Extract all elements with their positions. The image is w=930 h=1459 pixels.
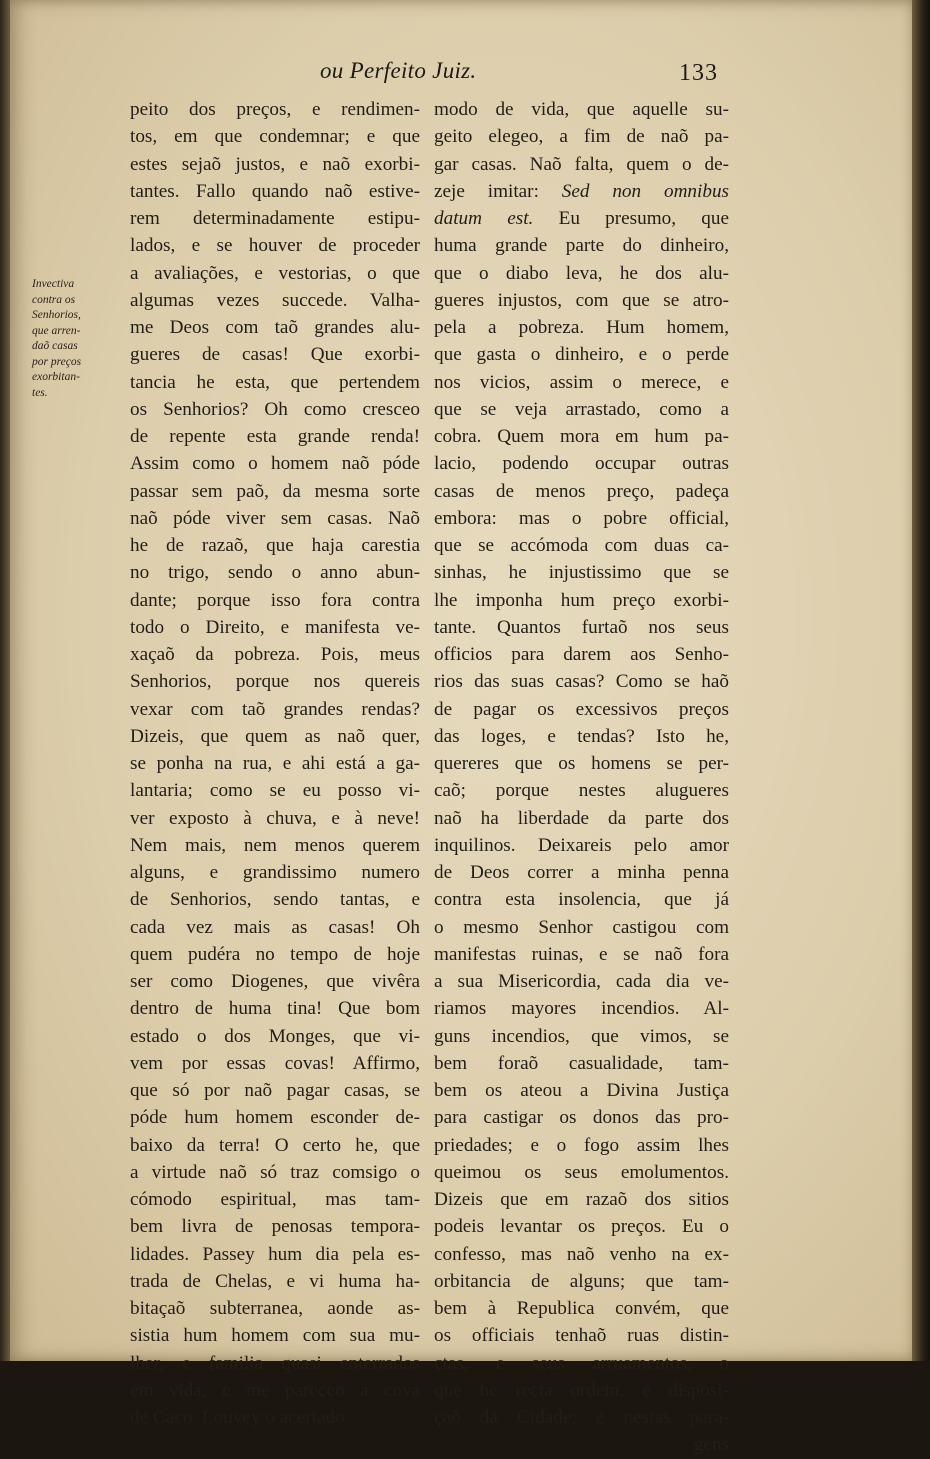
marginal-note bbox=[32, 277, 132, 401]
text-line: Assim como o homem naõ póde bbox=[130, 453, 420, 475]
text-line: que se veja arrastado, como a bbox=[434, 398, 729, 420]
text-line: quem pudéra no tempo de hoje bbox=[130, 943, 420, 965]
page-number: 133 bbox=[679, 60, 718, 86]
right-page-edge bbox=[912, 0, 930, 1361]
text-line: riamos mayores incendios. Al- bbox=[434, 998, 729, 1020]
text-line: rios das suas casas? Como se haõ bbox=[434, 671, 729, 693]
text-line: todo o Direito, e manifesta ve- bbox=[130, 616, 420, 638]
text-line: tancia he esta, que pertendem bbox=[130, 371, 420, 393]
text-line: lhe imponha hum preço exorbi- bbox=[434, 589, 729, 611]
text-line: que he recta ordem, e disposi- bbox=[434, 1379, 729, 1401]
text-line: peito dos preços, e rendimen- bbox=[130, 99, 420, 120]
marginal-note-line: que arren- bbox=[32, 324, 81, 337]
text-line: tante. Quantos furtaõ nos seus bbox=[434, 616, 729, 638]
marginal-note-line: contra os bbox=[32, 293, 76, 306]
text-line: de Senhorios, sendo tantas, e bbox=[130, 889, 420, 911]
marginal-note-line: daõ casas bbox=[32, 340, 78, 352]
text-line: datum est. Eu presumo, que bbox=[434, 208, 729, 229]
text-line: bem foraõ casualidade, tam- bbox=[434, 1052, 729, 1074]
text-line: passar sem paõ, da mesma sorte bbox=[130, 480, 420, 502]
left-text-column bbox=[130, 96, 420, 1431]
book-page bbox=[10, 0, 915, 1456]
text-line: algumas vezes succede. Valha- bbox=[130, 289, 420, 311]
text-line: huma grande parte do dinheiro, bbox=[434, 235, 729, 257]
text-line: lacio, podendo occupar outras bbox=[434, 453, 729, 475]
marginal-note-line: Senhorios, bbox=[32, 309, 81, 321]
text-line: lantaria; como se eu posso vi- bbox=[130, 780, 420, 802]
marginal-note-line: por preços bbox=[32, 355, 82, 368]
text-line: a virtude naõ só traz comsigo o bbox=[130, 1161, 420, 1183]
text-line: bem à Republica convém, que bbox=[434, 1298, 729, 1319]
text-line: Dizeis que em razaõ dos sitios bbox=[434, 1189, 729, 1210]
text-line: dante; porque isso fora contra bbox=[130, 589, 420, 611]
text-line: de pagar os excessivos preços bbox=[434, 698, 729, 720]
text-line: bitaçaõ subterranea, aonde as- bbox=[130, 1298, 420, 1319]
text-line: no trigo, sendo o anno abun- bbox=[130, 562, 420, 584]
text-line: a sua Misericordia, cada dia ve- bbox=[434, 971, 729, 992]
text-line: Senhorios, porque nos quereis bbox=[130, 671, 420, 693]
text-line: rem determinadamente estipu- bbox=[130, 208, 420, 229]
text-line: xaçaõ da pobreza. Pois, meus bbox=[130, 644, 420, 665]
text-line: baixo da terra! O certo he, que bbox=[130, 1134, 420, 1156]
text-line: trada de Chelas, e vi huma ha- bbox=[130, 1270, 420, 1292]
text-line: orbitancia de alguns; que tam- bbox=[434, 1270, 729, 1292]
text-line: sistia hum homem com sua mu- bbox=[130, 1325, 420, 1347]
text-line: dentro de huma tina! Que bom bbox=[130, 998, 420, 1020]
latin-phrase: Sed non omnibus bbox=[561, 180, 729, 202]
text-line: manifestas ruinas, e se naõ fora bbox=[434, 943, 729, 965]
text-line: embora: mas o pobre official, bbox=[434, 507, 729, 529]
text-line: he de razaõ, que haja carestia bbox=[130, 535, 420, 556]
text-line: de Caco. Louvey o acertado bbox=[130, 1407, 345, 1428]
text-line: pela a pobreza. Hum homem, bbox=[434, 317, 729, 338]
marginal-note-line: tes. bbox=[32, 386, 48, 399]
text-line: naõ ha liberdade da parte dos bbox=[434, 807, 729, 829]
text-line: para castigar os donos das pro- bbox=[434, 1107, 729, 1129]
text-line: vexar com taõ grandes rendas? bbox=[130, 698, 420, 720]
text-line: nos vicios, assim o merece, e bbox=[434, 371, 729, 393]
text-line: sinhas, he injustissimo que se bbox=[434, 562, 729, 584]
text-line: tantes. Fallo quando naõ estive- bbox=[130, 180, 420, 202]
text-line: alguns, e grandissimo numero bbox=[130, 862, 420, 883]
text-line: que o diabo leva, he dos alu- bbox=[434, 262, 729, 284]
text-line: inquilinos. Deixareis pelo amor bbox=[434, 834, 729, 856]
running-head: ou Perfeito Juiz. bbox=[320, 58, 477, 83]
text-line: Dizeis, que quem as naõ quer, bbox=[130, 725, 420, 747]
text-line: lidades. Passey hum dia pela es- bbox=[130, 1243, 420, 1265]
marginal-note-line: Invectiva bbox=[32, 278, 75, 290]
catchword: gens bbox=[693, 1434, 729, 1456]
text-line: tos, em que condemnar; e que bbox=[130, 126, 420, 148]
text-line: casas de menos preço, padeça bbox=[434, 480, 729, 502]
text-line: gar casas. Naõ falta, quem o de- bbox=[434, 153, 729, 175]
text-line: gueres de casas! Que exorbi- bbox=[130, 344, 420, 366]
text-line: os officiais tenhaõ ruas distin- bbox=[434, 1325, 729, 1347]
marginal-note-line: exorbitan- bbox=[32, 371, 80, 383]
text-line: bem os ateou a Divina Justiça bbox=[434, 1080, 729, 1101]
text-line: estado o dos Monges, que vi- bbox=[130, 1025, 420, 1047]
text-line: que gasta o dinheiro, e o perde bbox=[434, 344, 729, 366]
text-line: das loges, e tendas? Isto he, bbox=[434, 725, 729, 747]
text-line: póde hum homem esconder de- bbox=[130, 1107, 420, 1129]
text-line: cómodo espiritual, mas tam- bbox=[130, 1189, 420, 1210]
text-line: me Deos com taõ grandes alu- bbox=[130, 317, 420, 338]
text-line: gueres injustos, com que se atro- bbox=[434, 289, 729, 311]
text-line: vem por essas covas! Affirmo, bbox=[130, 1052, 420, 1074]
text-line: officios para darem aos Senho- bbox=[434, 644, 729, 665]
latin-phrase: datum est. bbox=[434, 208, 534, 229]
text-line: de Deos correr a minha penna bbox=[434, 862, 729, 883]
text-line: ver exposto à chuva, e à neve! bbox=[130, 807, 420, 829]
text-line: zeje imitar: Sed non omnibus bbox=[434, 180, 729, 202]
text-line: Nem mais, nem menos querem bbox=[130, 834, 420, 856]
text-line: geito elegeo, a fim de naõ pa- bbox=[434, 126, 729, 148]
text-line: que só por naõ pagar casas, se bbox=[130, 1080, 420, 1101]
text-line: lher, e familia quasi enterrados bbox=[130, 1352, 420, 1374]
text-line: que se accómoda com duas ca- bbox=[434, 535, 729, 556]
text-line: o mesmo Senhor castigou com bbox=[434, 916, 729, 938]
text-line: contra esta insolencia, que já bbox=[434, 889, 729, 911]
text-line: modo de vida, que aquelle su- bbox=[434, 99, 729, 120]
text-line: estes sejaõ justos, e naõ exorbi- bbox=[130, 153, 420, 175]
text-line: os Senhorios? Oh como cresceo bbox=[130, 398, 420, 420]
text-line: priedades; e o fogo assim lhes bbox=[434, 1134, 729, 1156]
text-line: guns incendios, que vimos, se bbox=[434, 1025, 729, 1047]
text-line: lados, e se houver de proceder bbox=[130, 235, 420, 257]
text-line: confesso, mas naõ venho na ex- bbox=[434, 1243, 729, 1265]
text-line: ser como Diogenes, que vivêra bbox=[130, 971, 420, 992]
text-line: ctas, e seus arruamentos, o bbox=[434, 1352, 729, 1374]
text-line: quereres que os homens se per- bbox=[434, 753, 729, 774]
text-line: de repente esta grande renda! bbox=[130, 426, 420, 447]
text-line: naõ póde viver sem casas. Naõ bbox=[130, 507, 420, 529]
text-line: queimou os seus emolumentos. bbox=[434, 1161, 729, 1183]
right-text-column bbox=[434, 96, 729, 1459]
text-line: bem livra de penosas tempora- bbox=[130, 1216, 420, 1238]
text-line: podeis levantar os preços. Eu o bbox=[434, 1216, 729, 1238]
text-line: se ponha na rua, e ahi está a ga- bbox=[130, 753, 420, 774]
text-line: caõ; porque nestes alugueres bbox=[434, 780, 729, 802]
text-line: em vida, e me pareceo a cova bbox=[130, 1379, 420, 1401]
text-line: a avaliações, e vestorias, o que bbox=[130, 262, 420, 284]
text-line: çaõ da Cidade; e nestas para- bbox=[434, 1407, 729, 1428]
text-line: cobra. Quem mora em hum pa- bbox=[434, 426, 729, 447]
text-line: cada vez mais as casas! Oh bbox=[130, 916, 420, 938]
